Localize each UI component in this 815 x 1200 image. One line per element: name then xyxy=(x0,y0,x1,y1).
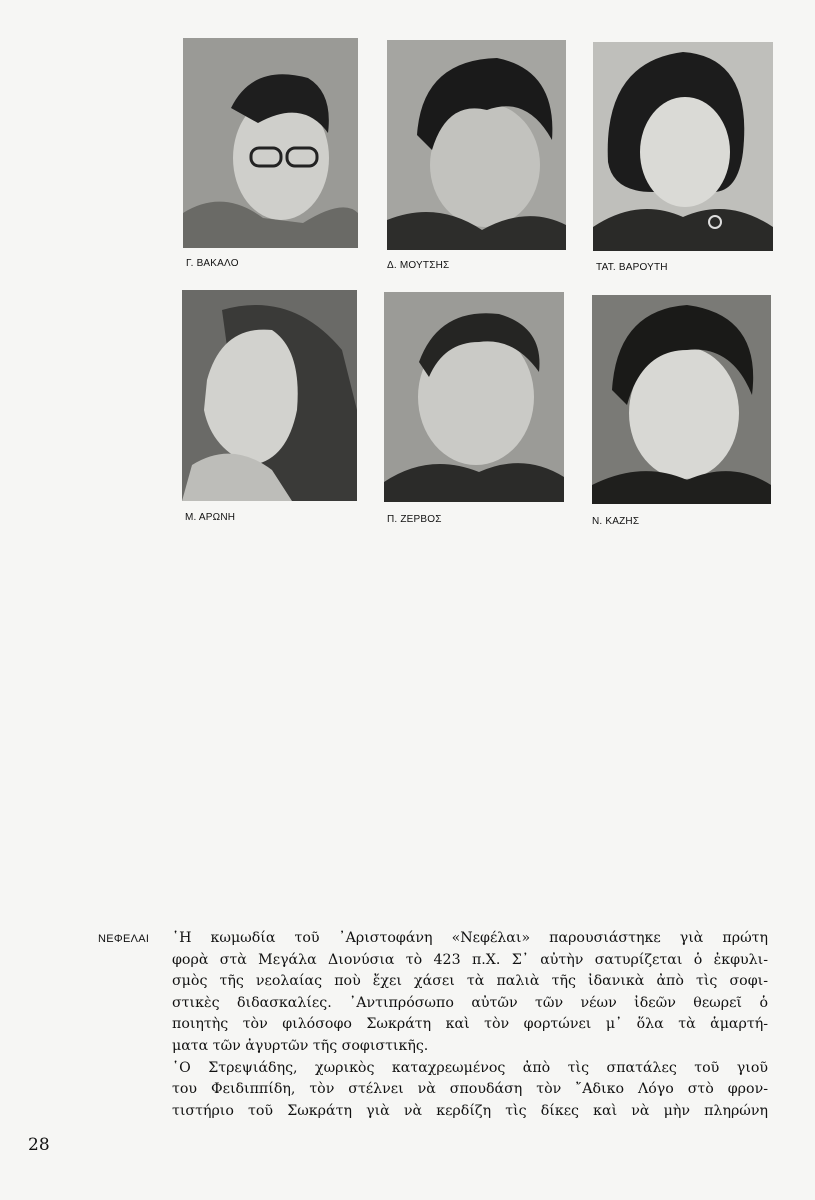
portrait-photo-moutsis xyxy=(387,40,566,250)
portrait-image-vakalo xyxy=(183,38,358,248)
portrait-caption-varouti: ΤΑΤ. ΒΑΡΟΥΤΗ xyxy=(596,262,668,273)
portrait-photo-aroni xyxy=(182,290,357,501)
portrait-photo-kazis xyxy=(592,295,771,504)
portrait-image-moutsis xyxy=(387,40,566,250)
portrait-image-varouti xyxy=(593,42,773,251)
text-line: ῾Ο Στρεψιάδης, χωρικὸς καταχρεωμένος ἀπὸ τὶς σπατάλες τοῦ γιοῦ xyxy=(172,1059,768,1076)
portrait-caption-aroni: Μ. ΑΡΩΝΗ xyxy=(185,512,236,523)
synopsis-paragraph xyxy=(172,928,768,1122)
text-line: του Φειδιππίδη, τὸν στέλνει νὰ σπουδάση τὸν ῎Αδικο Λόγο στὸ φρον- xyxy=(172,1081,768,1098)
portrait-photo-zervos xyxy=(384,292,564,502)
portrait-image-aroni xyxy=(182,290,357,501)
text-line: ποιητὴς τὸν φιλόσοφο Σωκράτη καὶ τὸν φορτώνει μ᾿ ὅλα τὰ ἁμαρτή- xyxy=(172,1016,768,1033)
portrait-caption-kazis: Ν. ΚΑΖΗΣ xyxy=(592,516,640,527)
text-line: ῾Η κωμωδία τοῦ ᾿Αριστοφάνη «Νεφέλαι» παρουσιάστηκε γιὰ πρώτη xyxy=(172,930,768,946)
portrait-photo-varouti xyxy=(593,42,773,251)
text-line: ματα τῶν ἀγυρτῶν τῆς σοφιστικῆς. xyxy=(172,1037,429,1054)
page-number: 28 xyxy=(28,1135,50,1155)
section-label: ΝΕΦΕΛΑΙ xyxy=(98,933,150,945)
text-line: σμὸς τῆς νεολαίας ποὺ ἔχει χάσει τὰ παλιὰ τῆς ἰδανικὰ ἀπὸ τὶς σοφι- xyxy=(172,973,768,990)
portrait-caption-moutsis: Δ. ΜΟΥΤΣΗΣ xyxy=(387,260,450,271)
portrait-image-zervos xyxy=(384,292,564,502)
text-line: στικὲς διδασκαλίες. ᾿Αντιπρόσωπο αὐτῶν τῶν νέων ἰδεῶν θεωρεῖ ὁ xyxy=(172,994,768,1011)
text-line: τιστήριο τοῦ Σωκράτη γιὰ νὰ κερδίζη τὶς δίκες καὶ νὰ μὴν πληρώνη xyxy=(172,1102,768,1119)
portrait-caption-zervos: Π. ΖΕΡΒΟΣ xyxy=(387,514,442,525)
portrait-photo-vakalo xyxy=(183,38,358,248)
portrait-caption-vakalo: Γ. ΒΑΚΑΛΟ xyxy=(186,258,239,269)
text-line: φορὰ στὰ Μεγάλα Διονύσια τὸ 423 π.Χ. Σ᾿ αὐτὴν σατυρίζεται ὁ ἐκφυλι- xyxy=(172,951,768,968)
portrait-image-kazis xyxy=(592,295,771,504)
